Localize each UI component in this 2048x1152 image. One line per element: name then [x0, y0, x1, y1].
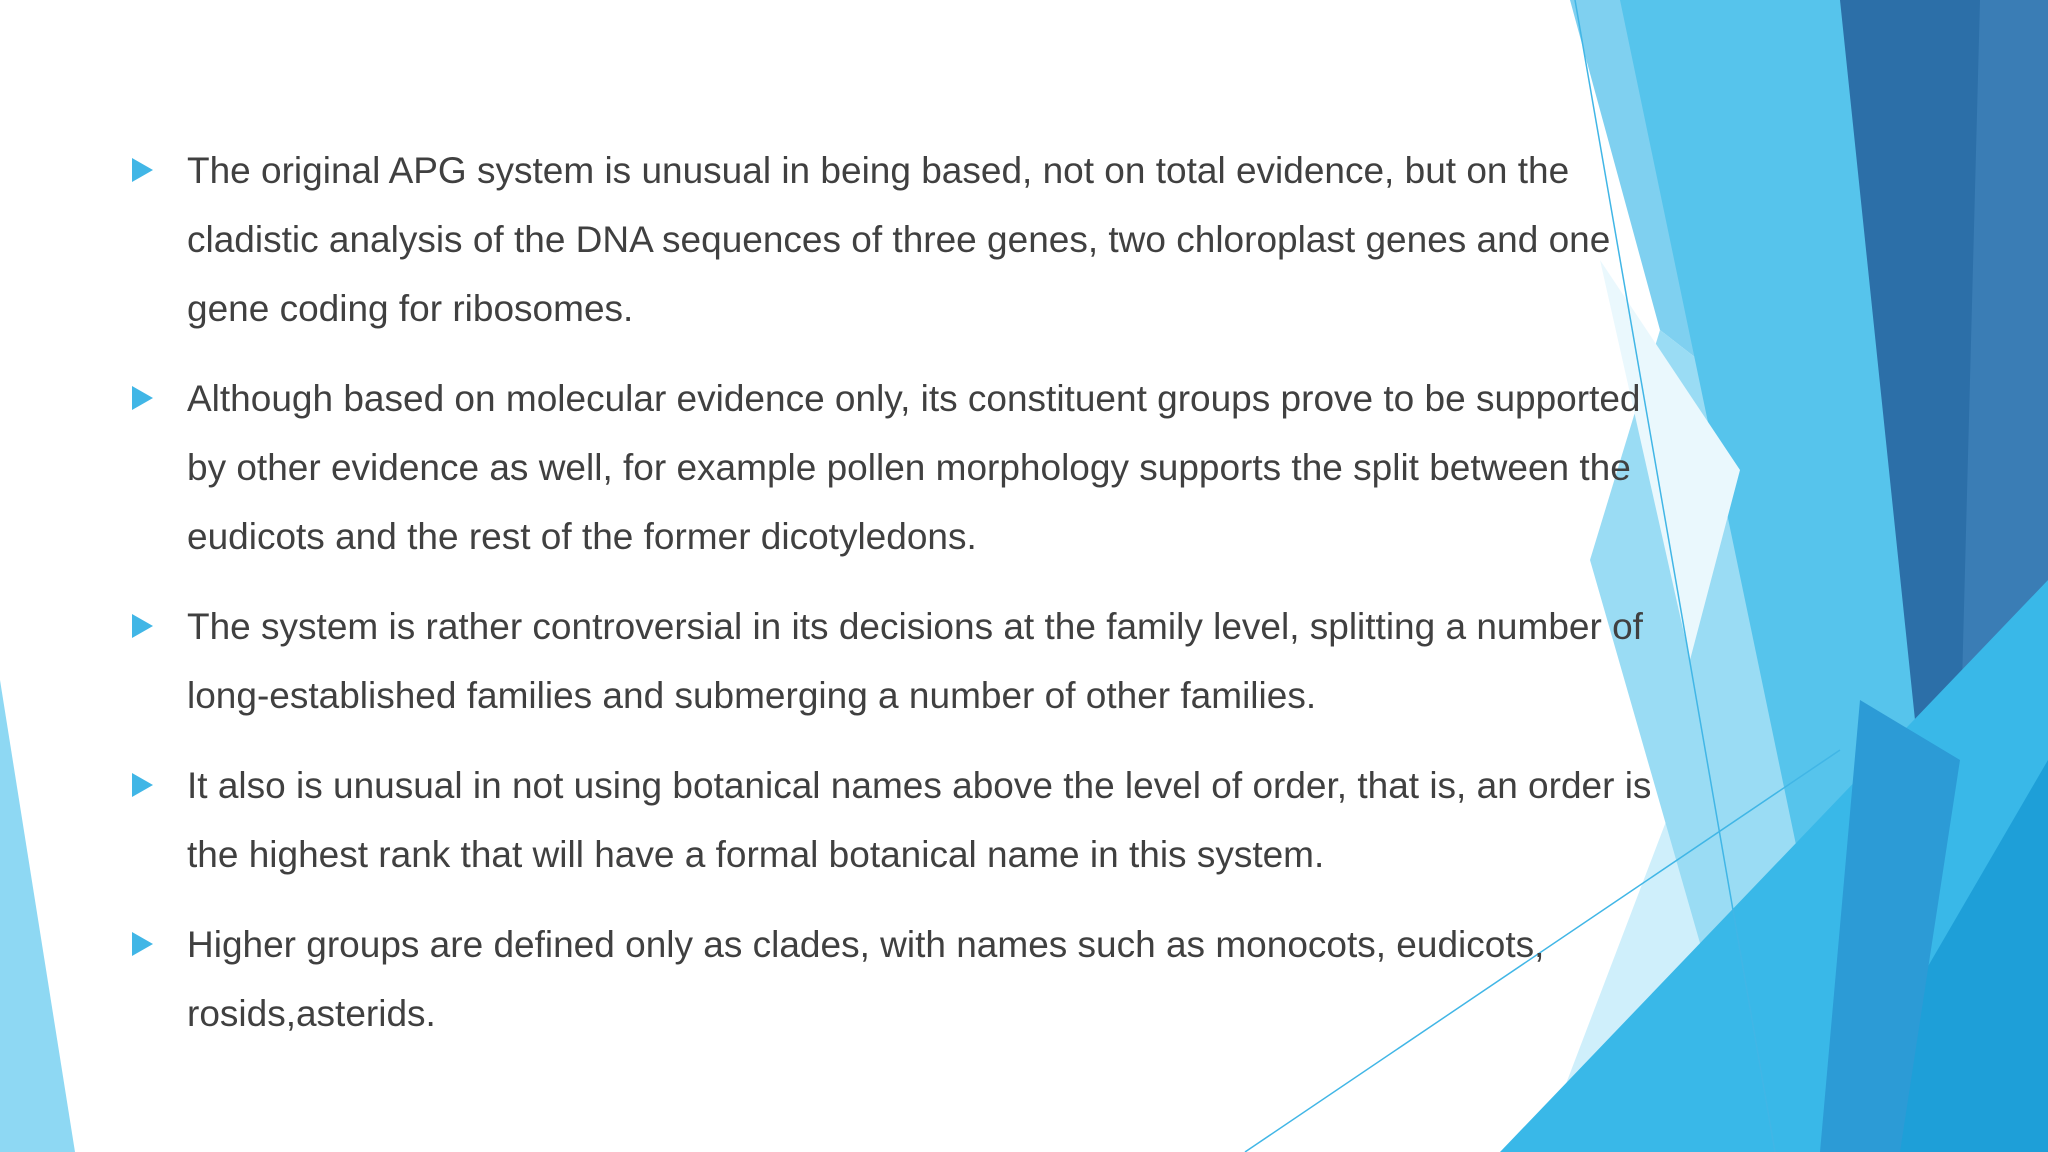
- triangle-bullet-icon: [132, 158, 153, 182]
- bullet-text: Higher groups are defined only as clades, with names such as monocots, eudicots, rosids,asterids.: [187, 924, 1545, 1034]
- triangle-bullet-icon: [132, 386, 153, 410]
- triangle-bullet-icon: [132, 614, 153, 638]
- bullet-text: The original APG system is unusual in being based, not on total evidence, but on the cladistic analysis of the DNA sequences of three genes, two chloroplast genes and one gene coding for ribosomes.: [187, 150, 1611, 329]
- bullet-item: [128, 136, 1688, 343]
- bullet-list: [128, 136, 1688, 1069]
- triangle-bullet-icon: [132, 773, 153, 797]
- bullet-item: [128, 910, 1688, 1048]
- bullet-item: [128, 751, 1688, 889]
- bullet-text: It also is unusual in not using botanical names above the level of order, that is, an order is the highest rank that will have a formal botanical name in this system.: [187, 765, 1652, 875]
- triangle-bullet-icon: [132, 932, 153, 956]
- bullet-text: Although based on molecular evidence only, its constituent groups prove to be supported by other evidence as well, for example pollen morphology supports the split between the eudicots and the rest of the former dicotyledons.: [187, 378, 1641, 557]
- bullet-item: [128, 592, 1688, 730]
- bullet-text: The system is rather controversial in its decisions at the family level, splitting a number of long-established families and submerging a number of other families.: [187, 606, 1643, 716]
- left-accent-shape: [0, 680, 75, 1152]
- bullet-item: [128, 364, 1688, 571]
